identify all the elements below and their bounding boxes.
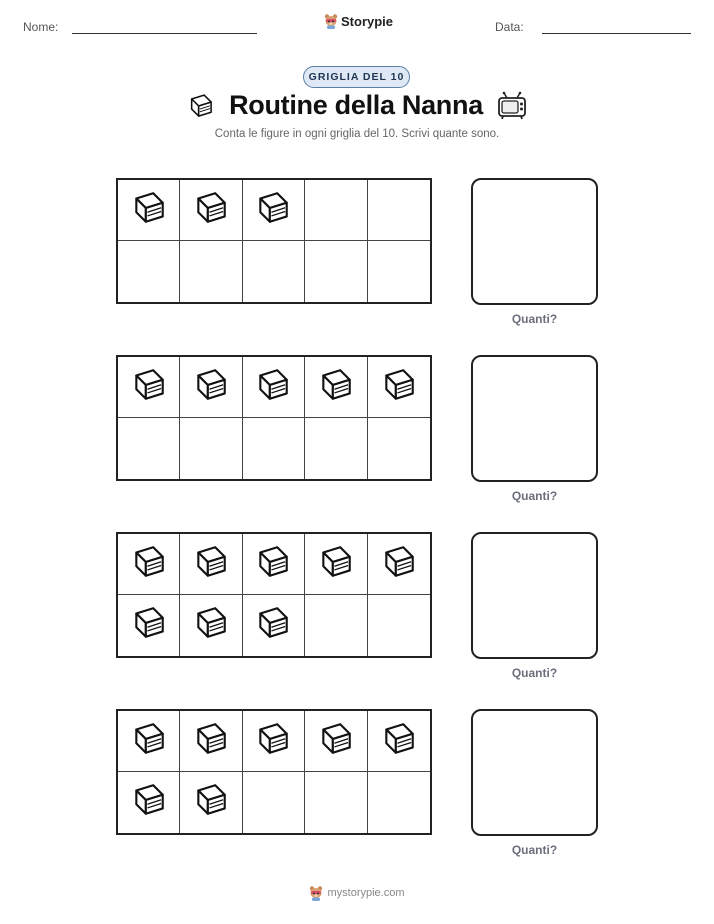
name-field[interactable] bbox=[72, 33, 257, 34]
brand-name: Storypie bbox=[341, 13, 394, 29]
grid-cell bbox=[180, 711, 242, 772]
answer-label-2: Quanti? bbox=[511, 489, 558, 503]
ten-frame-1 bbox=[116, 178, 432, 304]
grid-cell bbox=[180, 418, 242, 479]
book-icon bbox=[192, 366, 230, 409]
grid-cell bbox=[305, 180, 367, 241]
grid-cell bbox=[118, 772, 180, 833]
grid-cell bbox=[118, 357, 180, 418]
instructions: Conta le figure in ogni griglia del 10. Scrivi quante sono. bbox=[214, 128, 500, 140]
answer-label-4: Quanti? bbox=[511, 843, 558, 857]
grid-cell bbox=[118, 180, 180, 241]
name-label: Nome: bbox=[23, 20, 59, 34]
grid-cell bbox=[180, 241, 242, 302]
grid-cell bbox=[243, 534, 305, 595]
grid-cell bbox=[368, 241, 430, 302]
grid-cell bbox=[305, 711, 367, 772]
book-icon bbox=[254, 366, 292, 409]
grid-cell bbox=[368, 357, 430, 418]
book-icon bbox=[317, 720, 355, 763]
grid-cell bbox=[180, 595, 242, 656]
page-title: Routine della Nanna bbox=[229, 90, 483, 120]
book-icon bbox=[317, 366, 355, 409]
grid-cell bbox=[305, 357, 367, 418]
grid-cell bbox=[118, 711, 180, 772]
answer-box-2[interactable] bbox=[471, 355, 598, 482]
book-icon bbox=[317, 543, 355, 586]
book-icon bbox=[254, 543, 292, 586]
grid-cell bbox=[180, 357, 242, 418]
title-row bbox=[0, 90, 714, 121]
footer-url: mystorypie.com bbox=[327, 887, 405, 899]
grid-cell bbox=[305, 241, 367, 302]
grid-cell bbox=[368, 595, 430, 656]
book-icon bbox=[380, 543, 418, 586]
grid-cell bbox=[243, 418, 305, 479]
worksheet-badge: GRIGLIA DEL 10 bbox=[303, 66, 410, 88]
ten-frame-4 bbox=[116, 709, 432, 835]
grid-cell bbox=[243, 357, 305, 418]
grid-cell bbox=[305, 418, 367, 479]
answer-label-1: Quanti? bbox=[511, 312, 558, 326]
answer-box-1[interactable] bbox=[471, 178, 598, 305]
book-icon bbox=[192, 781, 230, 824]
brand-logo bbox=[324, 13, 393, 29]
book-icon bbox=[130, 189, 168, 232]
grid-cell bbox=[180, 772, 242, 833]
book-icon bbox=[130, 720, 168, 763]
grid-cell bbox=[243, 180, 305, 241]
grid-cell bbox=[243, 711, 305, 772]
grid-cell bbox=[118, 595, 180, 656]
grid-cell bbox=[368, 418, 430, 479]
grid-cell bbox=[368, 772, 430, 833]
grid-cell bbox=[180, 180, 242, 241]
book-icon bbox=[192, 604, 230, 647]
grid-cell bbox=[368, 534, 430, 595]
answer-box-3[interactable] bbox=[471, 532, 598, 659]
grid-cell bbox=[368, 180, 430, 241]
book-icon bbox=[192, 543, 230, 586]
answer-label-3: Quanti? bbox=[511, 666, 558, 680]
grid-cell bbox=[243, 772, 305, 833]
grid-cell bbox=[118, 418, 180, 479]
book-icon bbox=[254, 189, 292, 232]
bear-mascot-icon bbox=[324, 13, 338, 29]
tv-icon bbox=[497, 91, 527, 121]
book-icon bbox=[380, 720, 418, 763]
book-icon bbox=[130, 543, 168, 586]
grid-cell bbox=[118, 534, 180, 595]
footer bbox=[0, 885, 714, 901]
grid-cell bbox=[243, 241, 305, 302]
book-icon bbox=[254, 604, 292, 647]
grid-cell bbox=[305, 534, 367, 595]
grid-cell bbox=[368, 711, 430, 772]
grid-cell bbox=[180, 534, 242, 595]
book-icon bbox=[130, 781, 168, 824]
ten-frame-2 bbox=[116, 355, 432, 481]
grid-cell bbox=[305, 595, 367, 656]
book-icon bbox=[380, 366, 418, 409]
answer-box-4[interactable] bbox=[471, 709, 598, 836]
date-field[interactable] bbox=[542, 33, 691, 34]
bear-mascot-icon bbox=[309, 885, 323, 901]
book-icon bbox=[187, 92, 215, 120]
book-icon bbox=[130, 366, 168, 409]
book-icon bbox=[192, 189, 230, 232]
ten-frame-3 bbox=[116, 532, 432, 658]
date-label: Data: bbox=[495, 20, 524, 34]
book-icon bbox=[254, 720, 292, 763]
grid-cell bbox=[118, 241, 180, 302]
book-icon bbox=[130, 604, 168, 647]
grid-cell bbox=[243, 595, 305, 656]
grid-cell bbox=[305, 772, 367, 833]
book-icon bbox=[192, 720, 230, 763]
